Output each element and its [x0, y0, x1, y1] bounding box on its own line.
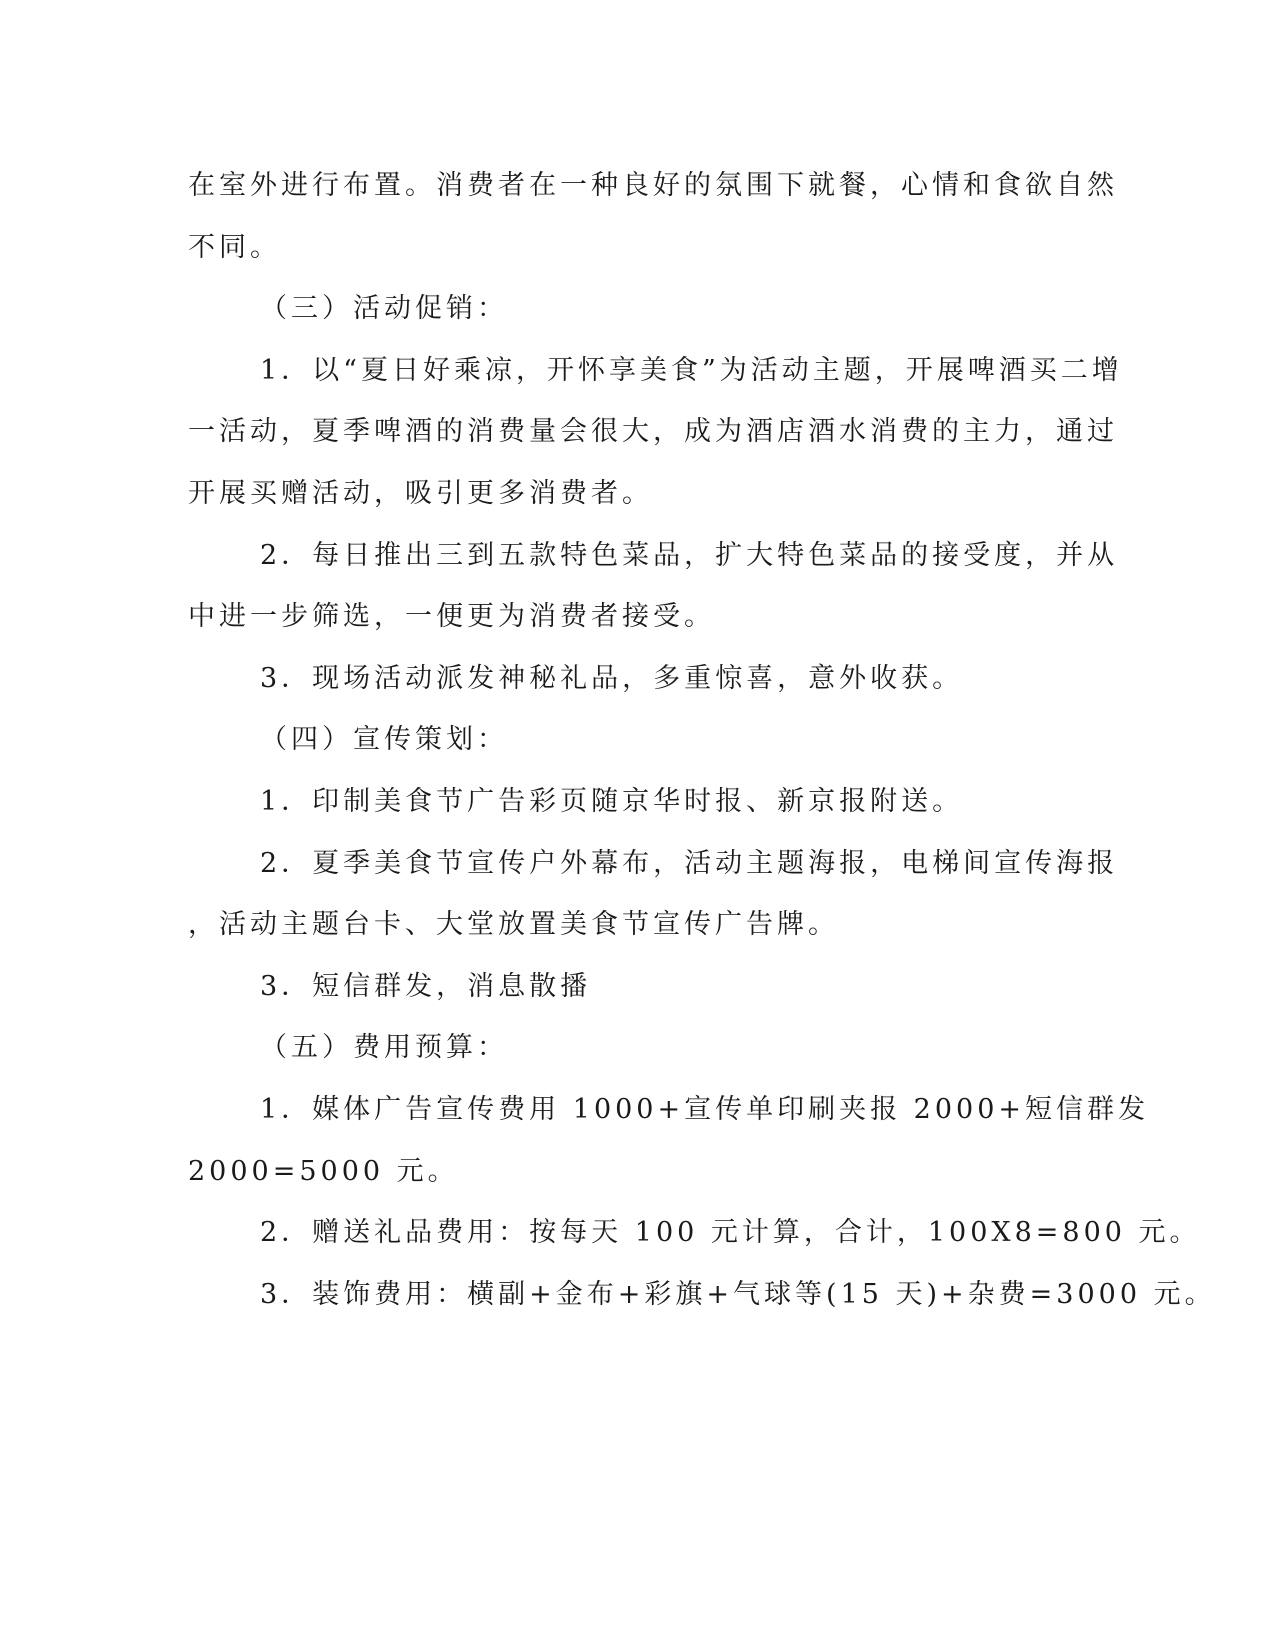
- section-heading: （三）活动促销：: [260, 293, 508, 325]
- text-line: 2．赠送礼品费用：按每天 100 元计算，合计，100X8=800 元。: [260, 1217, 1201, 1249]
- section-heading: （四）宣传策划：: [260, 724, 508, 756]
- text-line: 在室外进行布置。消费者在一种良好的氛围下就餐，心情和食欲自然: [188, 170, 1118, 201]
- text-line: 3．装饰费用：横副+金布+彩旗+气球等(15 天)+杂费=3000 元。: [260, 1278, 1216, 1310]
- text-line: 不同。: [188, 231, 281, 263]
- text-line: 1．印制美食节广告彩页随京华时报、新京报附送。: [260, 785, 964, 817]
- section-heading: （五）费用预算：: [260, 1032, 508, 1064]
- text-line: 2．夏季美食节宣传户外幕布，活动主题海报，电梯间宣传海报: [260, 847, 1119, 879]
- text-line: 3．短信群发，消息散播: [260, 970, 592, 1002]
- text-line: 3．现场活动派发神秘礼品，多重惊喜，意外收获。: [260, 662, 964, 694]
- text-line: 1．以“夏日好乘凉，开怀享美食”为活动主题，开展啤酒买二增: [260, 354, 1123, 386]
- text-line: 2000=5000 元。: [188, 1155, 459, 1187]
- text-line: ，活动主题台卡、大堂放置美食节宣传广告牌。: [188, 909, 839, 941]
- text-line: 中进一步筛选，一便更为消费者接受。: [188, 601, 715, 633]
- text-line: 2．每日推出三到五款特色菜品，扩大特色菜品的接受度，并从: [260, 539, 1119, 571]
- text-line: 开展买赠活动，吸引更多消费者。: [188, 477, 653, 509]
- text-line: 1．媒体广告宣传费用 1000+宣传单印刷夹报 2000+短信群发: [260, 1093, 1150, 1125]
- text-line: 一活动，夏季啤酒的消费量会很大，成为酒店酒水消费的主力，通过: [188, 416, 1118, 448]
- body-text: [188, 155, 1216, 1325]
